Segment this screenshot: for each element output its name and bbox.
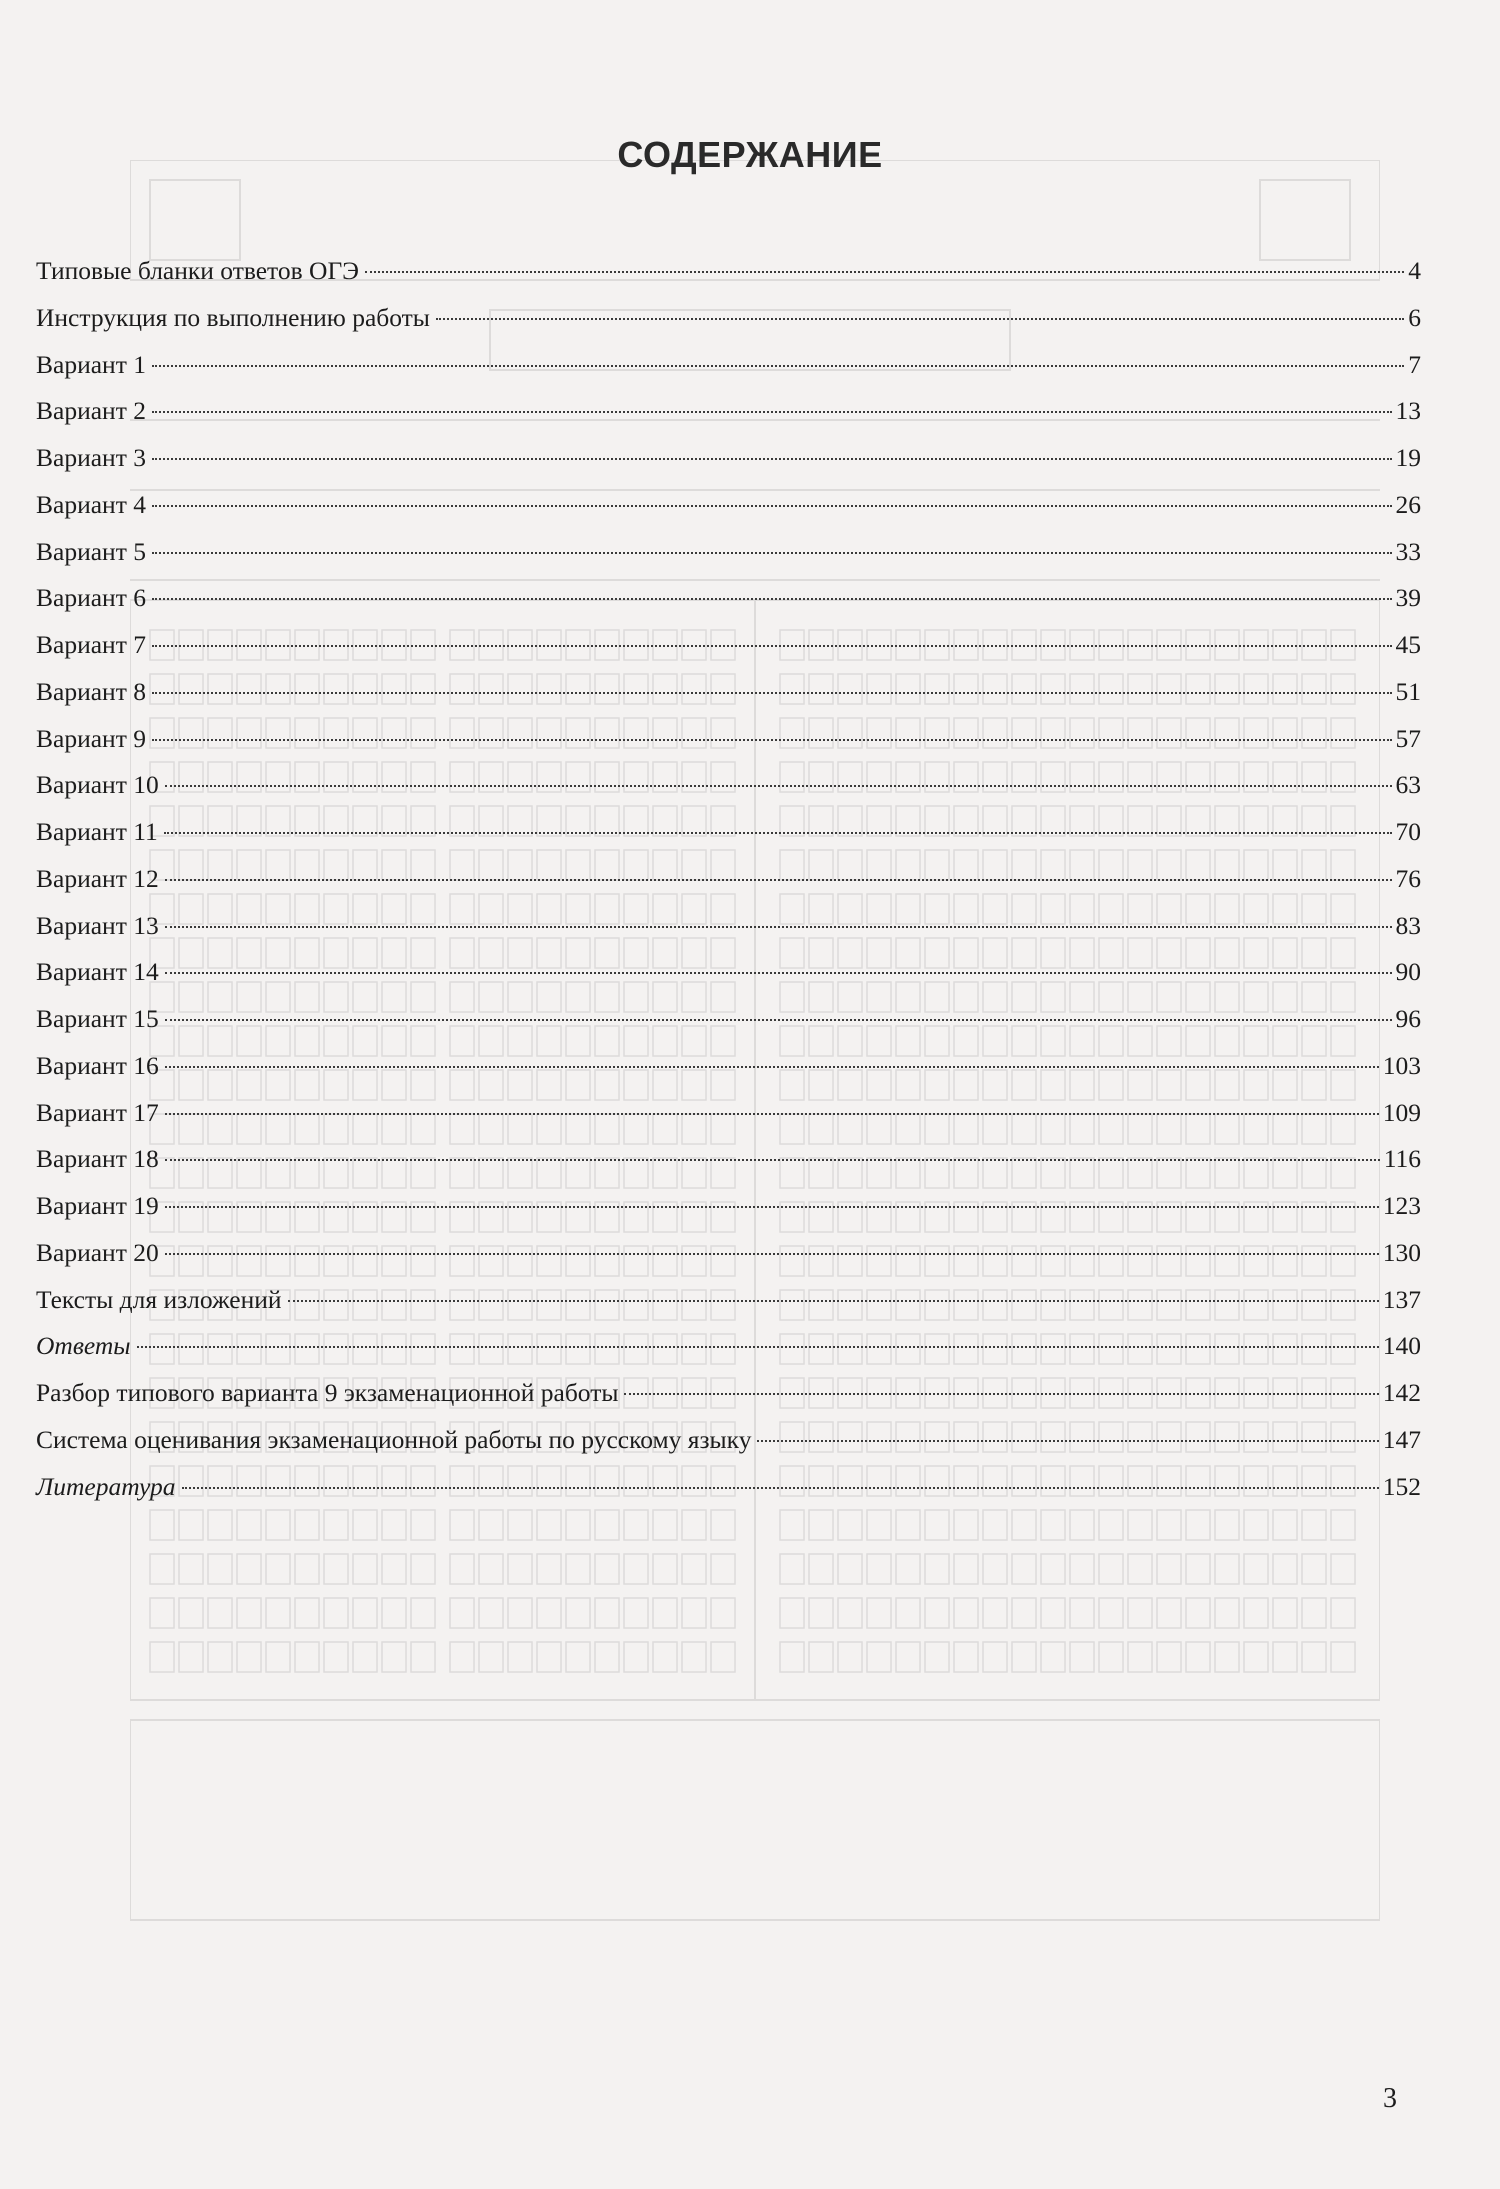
toc-entry[interactable] xyxy=(36,669,1421,716)
toc-entry-page: 147 xyxy=(1382,1424,1421,1454)
toc-entry-page: 109 xyxy=(1382,1097,1421,1127)
dot-leader xyxy=(436,318,1404,320)
toc-entry-page: 70 xyxy=(1395,817,1421,846)
dot-leader xyxy=(152,598,1392,600)
toc-entry[interactable] xyxy=(36,996,1421,1043)
table-of-contents xyxy=(36,248,1421,1510)
toc-entry-label: Вариант 19 xyxy=(36,1191,159,1220)
toc-entry-page: 90 xyxy=(1395,957,1421,987)
toc-entry-page: 142 xyxy=(1382,1378,1421,1407)
toc-entry-label: Вариант 5 xyxy=(36,536,146,566)
toc-entry-page: 26 xyxy=(1395,489,1421,519)
dot-leader xyxy=(182,1487,1379,1489)
toc-entry-label: Вариант 10 xyxy=(36,770,159,800)
toc-entry-label: Система оценивания экзаменационной работы по русскому языку xyxy=(36,1424,752,1454)
toc-entry-label: Ответы xyxy=(36,1331,131,1361)
toc-entry-page: 19 xyxy=(1395,443,1421,472)
toc-entry-page: 123 xyxy=(1382,1191,1421,1220)
toc-entry[interactable] xyxy=(36,809,1421,856)
toc-entry-label: Вариант 1 xyxy=(36,349,146,379)
toc-entry-label: Типовые бланки ответов ОГЭ xyxy=(36,256,360,285)
toc-entry-label: Вариант 6 xyxy=(36,583,146,613)
toc-entry-label: Вариант 9 xyxy=(36,723,146,753)
toc-entry-label: Вариант 8 xyxy=(36,676,146,706)
toc-entry[interactable] xyxy=(36,388,1421,435)
toc-entry-label: Вариант 13 xyxy=(36,910,159,940)
toc-entry[interactable] xyxy=(36,1043,1421,1090)
toc-entry-page: 4 xyxy=(1408,256,1421,285)
page-number: 3 xyxy=(1383,2083,1397,2114)
dot-leader xyxy=(165,926,1392,928)
toc-entry-page: 6 xyxy=(1408,302,1421,332)
toc-entry-page: 137 xyxy=(1382,1284,1421,1314)
toc-entry[interactable] xyxy=(36,1183,1421,1230)
dot-leader xyxy=(165,1113,1379,1115)
toc-entry-page: 39 xyxy=(1395,583,1421,613)
toc-entry[interactable] xyxy=(36,949,1421,996)
toc-entry-page: 103 xyxy=(1382,1050,1421,1080)
toc-entry-label: Вариант 18 xyxy=(36,1144,159,1174)
toc-entry-label: Вариант 2 xyxy=(36,396,146,426)
toc-entry-page: 45 xyxy=(1395,630,1421,659)
toc-entry-page: 7 xyxy=(1408,349,1421,379)
dot-leader xyxy=(165,879,1392,881)
dot-leader xyxy=(152,505,1392,507)
toc-entry[interactable] xyxy=(36,1136,1421,1183)
toc-entry[interactable] xyxy=(36,1370,1421,1417)
dot-leader xyxy=(365,271,1404,273)
toc-entry[interactable] xyxy=(36,482,1421,529)
toc-entry[interactable] xyxy=(36,1277,1421,1324)
dot-leader xyxy=(137,1346,1379,1348)
toc-entry[interactable] xyxy=(36,1230,1421,1277)
toc-entry[interactable] xyxy=(36,856,1421,903)
toc-entry[interactable] xyxy=(36,529,1421,576)
toc-entry-label: Тексты для изложений xyxy=(36,1284,282,1314)
dot-leader xyxy=(165,1066,1379,1068)
dot-leader xyxy=(288,1300,1379,1302)
toc-entry-label: Вариант 11 xyxy=(36,817,158,846)
toc-entry[interactable] xyxy=(36,1417,1421,1464)
toc-entry-page: 51 xyxy=(1395,676,1421,706)
toc-entry[interactable] xyxy=(36,1464,1421,1511)
toc-entry[interactable] xyxy=(36,716,1421,763)
dot-leader xyxy=(164,832,1392,834)
toc-entry-page: 33 xyxy=(1395,536,1421,566)
toc-entry[interactable] xyxy=(36,903,1421,950)
toc-entry-page: 116 xyxy=(1383,1144,1421,1174)
toc-entry-label: Вариант 17 xyxy=(36,1097,159,1127)
toc-entry-label: Разбор типового варианта 9 экзаменационной работы xyxy=(36,1378,619,1407)
toc-entry[interactable] xyxy=(36,435,1421,482)
toc-entry[interactable] xyxy=(36,1323,1421,1370)
dot-leader xyxy=(165,1253,1379,1255)
toc-entry-page: 96 xyxy=(1395,1004,1421,1033)
toc-entry[interactable] xyxy=(36,1090,1421,1137)
toc-entry[interactable] xyxy=(36,248,1421,295)
page-title: СОДЕРЖАНИЕ xyxy=(617,134,883,175)
dot-leader xyxy=(152,411,1392,413)
dot-leader xyxy=(152,692,1392,694)
toc-entry-page: 57 xyxy=(1395,723,1421,753)
toc-entry-label: Инструкция по выполнению работы xyxy=(36,302,430,332)
dot-leader xyxy=(165,785,1392,787)
dot-leader xyxy=(152,365,1404,367)
dot-leader xyxy=(152,458,1392,460)
dot-leader xyxy=(165,972,1392,974)
dot-leader xyxy=(165,1206,1379,1208)
toc-entry-page: 76 xyxy=(1395,863,1421,893)
toc-entry-label: Вариант 7 xyxy=(36,630,146,659)
toc-entry-label: Вариант 15 xyxy=(36,1004,159,1033)
toc-entry[interactable] xyxy=(36,575,1421,622)
toc-entry-label: Литература xyxy=(36,1471,176,1501)
toc-entry[interactable] xyxy=(36,295,1421,342)
dot-leader xyxy=(152,645,1392,647)
toc-entry-page: 152 xyxy=(1382,1471,1421,1501)
dot-leader xyxy=(757,1440,1378,1442)
dot-leader xyxy=(165,1159,1380,1161)
dot-leader xyxy=(165,1019,1392,1021)
toc-entry[interactable] xyxy=(36,622,1421,669)
toc-entry-page: 130 xyxy=(1382,1237,1421,1267)
toc-entry[interactable] xyxy=(36,342,1421,389)
toc-entry-label: Вариант 20 xyxy=(36,1237,159,1267)
toc-entry-label: Вариант 4 xyxy=(36,489,146,519)
toc-entry-page: 63 xyxy=(1395,770,1421,800)
dot-leader xyxy=(152,739,1392,741)
toc-entry-label: Вариант 16 xyxy=(36,1050,159,1080)
toc-entry[interactable] xyxy=(36,762,1421,809)
toc-entry-page: 13 xyxy=(1395,396,1421,426)
dot-leader xyxy=(152,552,1392,554)
dot-leader xyxy=(624,1393,1378,1395)
toc-entry-page: 140 xyxy=(1382,1331,1421,1361)
toc-entry-label: Вариант 12 xyxy=(36,863,159,893)
toc-entry-label: Вариант 14 xyxy=(36,957,159,987)
toc-entry-page: 83 xyxy=(1395,910,1421,940)
toc-entry-label: Вариант 3 xyxy=(36,443,146,472)
